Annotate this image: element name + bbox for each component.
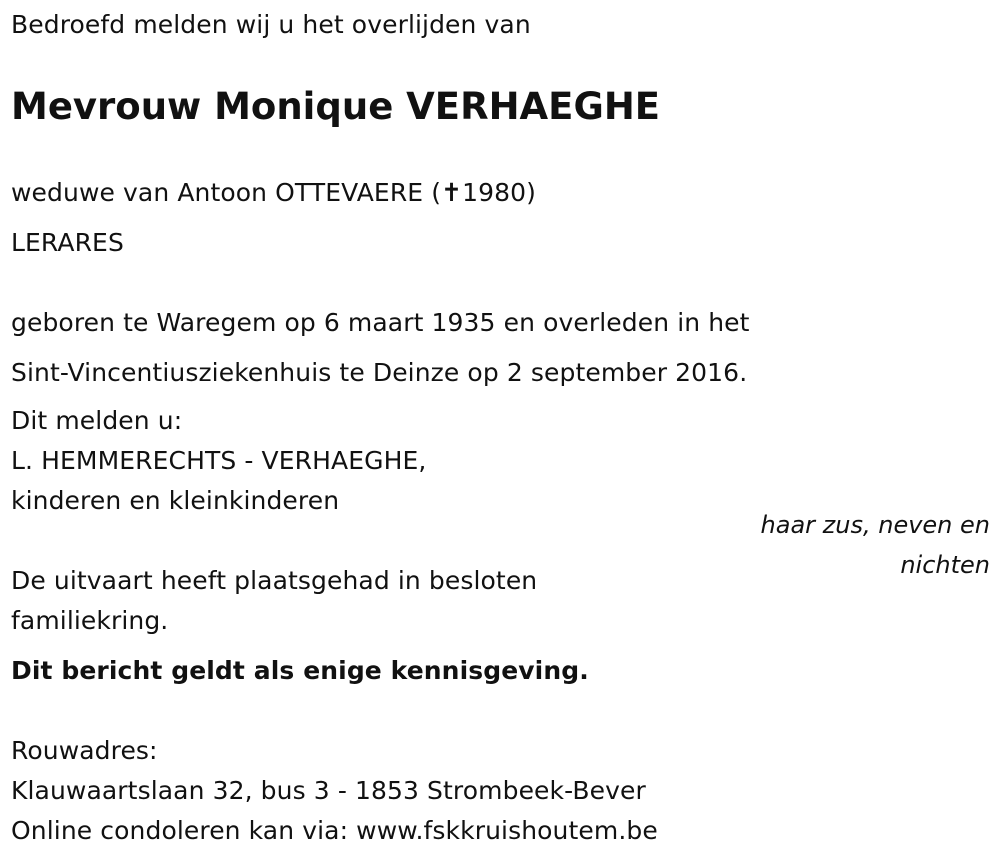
address-text: Klauwaartslaan 32, bus 3 - 1853 Strombeek-Bever xyxy=(11,776,646,805)
funeral-line-2: familiekring. xyxy=(11,606,169,635)
profession-text: LERARES xyxy=(11,228,124,257)
side-note-line-2: nichten xyxy=(900,551,990,579)
announced-by-text: Dit melden u: xyxy=(11,406,183,435)
intro-text: Bedroefd melden wij u het overlijden van xyxy=(11,10,531,39)
birth-text: geboren te Waregem op 6 maart 1935 en overleden in het xyxy=(11,308,750,337)
family-line-1: L. HEMMERECHTS - VERHAEGHE, xyxy=(11,446,427,475)
condolence-text: Online condoleren kan via: www.fskkruishoutem.be xyxy=(11,816,658,845)
funeral-line-1: De uitvaart heeft plaatsgehad in besloten xyxy=(11,566,538,595)
side-note-line-1: haar zus, neven en xyxy=(760,511,990,539)
family-line-2: kinderen en kleinkinderen xyxy=(11,486,340,515)
address-label: Rouwadres: xyxy=(11,736,158,765)
widow-of-text: weduwe van Antoon OTTEVAERE (✝1980) xyxy=(11,178,537,207)
deceased-name: Mevrouw Monique VERHAEGHE xyxy=(11,85,661,128)
official-notice-text: Dit bericht geldt als enige kennisgeving. xyxy=(11,656,589,685)
death-text: Sint-Vincentiusziekenhuis te Deinze op 2 september 2016. xyxy=(11,358,748,387)
